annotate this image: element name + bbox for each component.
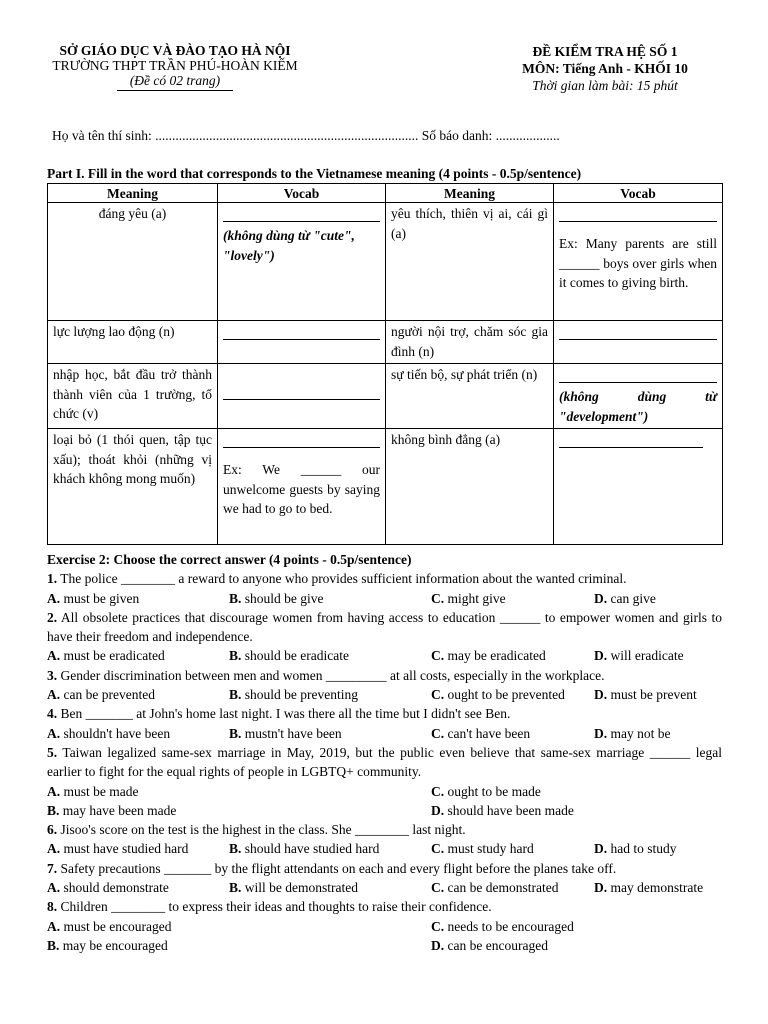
vocab-table — [47, 183, 723, 545]
vocab-cell[interactable] — [554, 203, 723, 321]
answer-blank[interactable] — [559, 368, 717, 383]
question-text: Taiwan legalized same-sex marriage in May, 2019, but the public even believe that same-sex marriage ______ legal earlier to fight for the equal rights of people in LGBTQ+ community. — [47, 744, 723, 780]
vocab-example: Ex: We ______ our unwelcome guests by saying we had to go to bed. — [223, 462, 380, 516]
answer-option[interactable] — [47, 878, 169, 897]
answer-option[interactable] — [431, 724, 530, 743]
option-text: might give — [447, 590, 506, 606]
option-text: should demonstrate — [63, 880, 169, 896]
options-row — [47, 646, 722, 665]
answer-option[interactable] — [431, 685, 565, 704]
option-text: should be preventing — [244, 687, 358, 703]
meaning-cell: lực lượng lao động (n) — [48, 321, 218, 364]
answer-blank[interactable] — [223, 433, 380, 448]
option-letter: B. — [229, 590, 242, 606]
option-letter: D. — [431, 937, 445, 953]
option-letter: A. — [47, 841, 61, 857]
option-text: can be demonstrated — [447, 880, 559, 896]
answer-blank[interactable] — [559, 433, 703, 448]
subject-line: MÔN: Tiếng Anh - KHỐI 10 — [522, 61, 688, 76]
answer-option[interactable] — [229, 646, 349, 665]
time-limit: Thời gian làm bài: 15 phút — [532, 78, 678, 93]
answer-option[interactable] — [594, 878, 703, 897]
header-left — [40, 43, 310, 91]
option-letter: B. — [229, 648, 242, 664]
vocab-example: Ex: Many parents are still ______ boys over girls when it comes to giving birth. — [559, 236, 717, 290]
meaning-cell: đáng yêu (a) — [48, 203, 218, 321]
header-vocab-1: Vocab — [218, 184, 386, 203]
answer-option[interactable] — [47, 936, 168, 955]
option-text: can be prevented — [63, 687, 155, 703]
option-letter: D. — [594, 841, 608, 857]
exercise-2 — [47, 550, 722, 955]
answer-option[interactable] — [47, 724, 170, 743]
option-letter: B. — [229, 841, 242, 857]
option-letter: D. — [594, 687, 608, 703]
option-text: must be eradicated — [63, 648, 165, 664]
question-number: 8. — [47, 899, 58, 915]
option-text: can give — [610, 590, 656, 606]
vocab-cell[interactable] — [554, 429, 723, 545]
option-text: shouldn't have been — [63, 725, 171, 741]
meaning-cell: không bình đẳng (a) — [386, 429, 554, 545]
option-text: should have been made — [447, 802, 574, 818]
option-text: should be eradicate — [244, 648, 349, 664]
answer-option[interactable] — [594, 589, 656, 608]
answer-option[interactable] — [594, 685, 697, 704]
options-row — [47, 589, 722, 608]
option-letter: A. — [47, 918, 61, 934]
answer-option[interactable] — [431, 936, 548, 955]
option-text: must be given — [63, 590, 140, 606]
options-row — [47, 917, 722, 936]
option-letter: C. — [431, 648, 445, 664]
option-text: may be encouraged — [62, 937, 168, 953]
answer-option[interactable] — [431, 782, 541, 801]
question-number: 6. — [47, 822, 58, 838]
option-letter: C. — [431, 725, 445, 741]
question-number: 4. — [47, 706, 58, 722]
option-text: may demonstrate — [610, 880, 704, 896]
question-number: 2. — [47, 609, 58, 625]
question-5 — [47, 743, 722, 782]
question-number: 7. — [47, 860, 58, 876]
answer-option[interactable] — [47, 685, 155, 704]
answer-option[interactable] — [431, 878, 558, 897]
question-text: Children ________ to express their ideas and thoughts to raise their confidence. — [60, 899, 492, 915]
vocab-cell[interactable] — [218, 321, 386, 364]
option-letter: D. — [431, 802, 445, 818]
options-row — [47, 878, 722, 897]
question-8 — [47, 897, 722, 916]
question-list — [47, 569, 722, 955]
option-text: must have studied hard — [63, 841, 189, 857]
vocab-note: (không dùng từ "cute", "lovely") — [223, 228, 355, 263]
part1-title: Part I. Fill in the word that corresponds to the Vietnamese meaning (4 points - 0.5p/sentence) — [47, 166, 582, 181]
option-text: must be prevent — [610, 687, 697, 703]
option-letter: B. — [229, 687, 242, 703]
option-letter: C. — [431, 880, 445, 896]
department-name: SỞ GIÁO DỤC VÀ ĐÀO TẠO HÀ NỘI — [59, 43, 291, 58]
school-name: TRƯỜNG THPT TRẦN PHÚ-HOÀN KIẾM — [52, 58, 298, 73]
option-letter: C. — [431, 590, 445, 606]
vocab-note: (không dùng từ "development") — [559, 389, 717, 424]
option-letter: A. — [47, 783, 61, 799]
question-4 — [47, 704, 722, 723]
answer-option[interactable] — [229, 878, 358, 897]
meaning-cell: người nội trợ, chăm sóc gia đình (n) — [386, 321, 554, 364]
vocab-cell[interactable] — [218, 203, 386, 321]
meaning-cell: nhập học, bắt đầu trở thành thành viên của 1 trường, tổ chức (v) — [48, 364, 218, 429]
exercise-2-title: Exercise 2: Choose the correct answer (4 points - 0.5p/sentence) — [47, 552, 412, 567]
page-count: (Đề có 02 trang) — [129, 73, 221, 88]
options-row — [47, 685, 722, 704]
option-letter: C. — [431, 783, 445, 799]
option-letter: D. — [594, 648, 608, 664]
header-underline — [117, 90, 233, 91]
answer-option[interactable] — [431, 839, 534, 858]
question-text: Safety precautions _______ by the flight attendants on each and every flight before the planes take off. — [60, 860, 617, 876]
question-7 — [47, 859, 722, 878]
question-text: Ben _______ at John's home last night. I was there all the time but I didn't see Ben. — [60, 706, 511, 722]
answer-option[interactable] — [47, 801, 176, 820]
vocab-cell[interactable] — [554, 364, 723, 429]
options-row — [47, 801, 722, 820]
header-meaning-2: Meaning — [386, 184, 554, 203]
table-header-row — [48, 184, 723, 203]
answer-option[interactable] — [431, 917, 574, 936]
answer-option[interactable] — [229, 839, 379, 858]
option-letter: A. — [47, 590, 61, 606]
answer-option[interactable] — [229, 685, 358, 704]
header-right — [470, 43, 740, 94]
option-text: can't have been — [447, 725, 531, 741]
question-2 — [47, 608, 722, 647]
option-letter: A. — [47, 725, 61, 741]
meaning-cell: sự tiến bộ, sự phát triển (n) — [386, 364, 554, 429]
option-letter: B. — [229, 725, 242, 741]
question-number: 3. — [47, 667, 58, 683]
options-row — [47, 782, 722, 801]
answer-option[interactable] — [431, 646, 546, 665]
vocab-cell[interactable] — [218, 429, 386, 545]
table-row — [48, 364, 723, 429]
options-row — [47, 724, 722, 743]
option-text: ought to be prevented — [447, 687, 565, 703]
option-letter: D. — [594, 590, 608, 606]
answer-blank[interactable] — [559, 207, 717, 222]
options-row — [47, 839, 722, 858]
answer-option[interactable] — [594, 839, 677, 858]
option-letter: C. — [431, 687, 445, 703]
question-text: Jisoo's score on the test is the highest in the class. She ________ last night. — [60, 822, 466, 838]
option-text: had to study — [610, 841, 677, 857]
option-letter: A. — [47, 880, 61, 896]
option-letter: A. — [47, 687, 61, 703]
option-letter: C. — [431, 918, 445, 934]
meaning-cell: loại bỏ (1 thói quen, tập tục xấu); thoát khỏi (những vị khách không mong muốn) — [48, 429, 218, 545]
question-text: The police ________ a reward to anyone who provides sufficient information about the wanted criminal. — [60, 571, 627, 587]
exam-title: ĐỀ KIỂM TRA HỆ SỐ 1 — [532, 44, 678, 59]
answer-blank[interactable] — [223, 325, 380, 340]
table-row — [48, 203, 723, 321]
answer-option[interactable] — [229, 724, 342, 743]
vocab-cell[interactable] — [554, 321, 723, 364]
answer-option[interactable] — [229, 589, 324, 608]
question-number: 5. — [47, 744, 58, 760]
question-text: All obsolete practices that discourage women from having access to education ______ to empower women and girls to have their freedom and independence. — [47, 609, 722, 645]
option-text: should have studied hard — [244, 841, 380, 857]
option-letter: D. — [594, 725, 608, 741]
option-text: must be encouraged — [63, 918, 172, 934]
table-row — [48, 429, 723, 545]
vocab-cell[interactable] — [218, 364, 386, 429]
meaning-cell: yêu thích, thiên vị ai, cái gì (a) — [386, 203, 554, 321]
option-text: should be give — [244, 590, 324, 606]
option-text: must be made — [63, 783, 139, 799]
option-letter: C. — [431, 841, 445, 857]
option-text: will eradicate — [610, 648, 684, 664]
answer-option[interactable] — [47, 782, 138, 801]
option-text: ought to be made — [447, 783, 541, 799]
option-letter: B. — [47, 937, 60, 953]
question-3 — [47, 666, 722, 685]
student-info-line: Họ và tên thí sinh: .............................................................................. Số báo danh: ................... — [52, 128, 560, 143]
option-letter: A. — [47, 648, 61, 664]
option-text: will be demonstrated — [244, 880, 358, 896]
answer-blank[interactable] — [223, 385, 380, 400]
option-text: needs to be encouraged — [447, 918, 574, 934]
option-letter: B. — [229, 880, 242, 896]
answer-option[interactable] — [47, 917, 171, 936]
answer-option[interactable] — [47, 589, 139, 608]
question-6 — [47, 820, 722, 839]
option-text: may be eradicated — [447, 648, 546, 664]
options-row — [47, 936, 722, 955]
option-text: may not be — [610, 725, 671, 741]
answer-option[interactable] — [431, 801, 574, 820]
answer-option[interactable] — [47, 646, 165, 665]
answer-blank[interactable] — [223, 207, 380, 222]
option-text: must study hard — [447, 841, 534, 857]
question-number: 1. — [47, 571, 58, 587]
answer-option[interactable] — [594, 724, 671, 743]
answer-blank[interactable] — [559, 325, 717, 340]
question-text: Gender discrimination between men and women _________ at all costs, especially in the workplace. — [60, 667, 605, 683]
header-vocab-2: Vocab — [554, 184, 723, 203]
option-text: may have been made — [62, 802, 177, 818]
answer-option[interactable] — [47, 839, 188, 858]
option-text: can be encouraged — [447, 937, 548, 953]
option-letter: D. — [594, 880, 608, 896]
answer-option[interactable] — [594, 646, 684, 665]
option-letter: B. — [47, 802, 60, 818]
table-row — [48, 321, 723, 364]
answer-option[interactable] — [431, 589, 506, 608]
question-1 — [47, 569, 722, 588]
option-text: mustn't have been — [244, 725, 342, 741]
header-meaning-1: Meaning — [48, 184, 218, 203]
